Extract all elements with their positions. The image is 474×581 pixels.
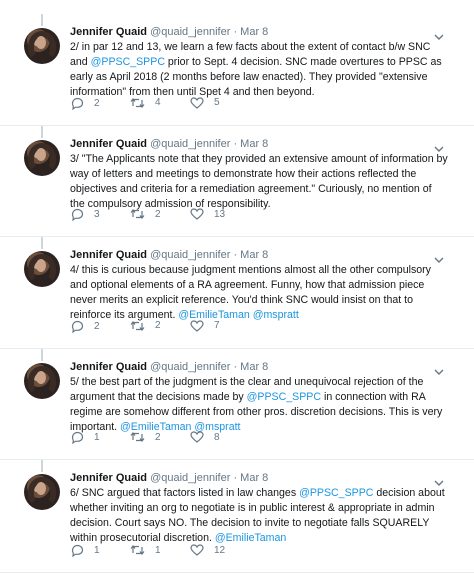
retweet-icon xyxy=(130,431,145,443)
tweet[interactable] xyxy=(0,460,474,573)
like-button[interactable] xyxy=(190,544,225,556)
tweet-header xyxy=(70,25,444,39)
separator-dot: · xyxy=(233,137,238,150)
avatar[interactable] xyxy=(24,28,60,64)
reply-count: 2 xyxy=(94,97,100,109)
tweet-text-segment: 2/ in par 12 and 13, we learn a few facts about the extent of contact b/w SNC and xyxy=(70,41,431,68)
tweet-date[interactable]: Mar 8 xyxy=(240,137,269,150)
reply-count: 3 xyxy=(94,209,100,220)
mention-link[interactable]: @mspratt xyxy=(194,420,241,433)
author-handle[interactable]: @quaid_jennifer xyxy=(150,472,231,484)
tweet-text xyxy=(70,40,448,100)
author-handle[interactable]: @quaid_jennifer xyxy=(150,137,231,150)
tweet-date[interactable]: Mar 8 xyxy=(240,472,269,484)
mention-link[interactable]: @PPSC_SPPC xyxy=(246,390,322,403)
retweet-count: 1 xyxy=(155,544,161,556)
chevron-down-icon[interactable] xyxy=(434,140,444,148)
retweet-button[interactable] xyxy=(130,320,161,332)
reply-icon xyxy=(70,544,84,557)
chevron-down-icon[interactable] xyxy=(434,28,444,36)
tweet[interactable] xyxy=(0,237,474,349)
author-name[interactable]: Jennifer Quaid xyxy=(70,26,148,38)
tweet-text-segment: prior to Sept. 4 decision. SNC made overtures to PPSC as early as April 2018 (2 months before law enacted). They provided "extensive information" from then until Spet 4 and then beyond. xyxy=(70,56,442,98)
retweet-button[interactable] xyxy=(130,431,161,443)
thread-connector-line xyxy=(41,126,43,138)
retweet-count: 4 xyxy=(155,97,161,108)
retweet-icon xyxy=(130,208,145,220)
separator-dot: · xyxy=(233,26,238,38)
tweet-text-segment: 3/ "The Applicants note that they provided an extensive amount of information by way of letters and meetings to demonstrate how their actions reflected the objectives and criteria for a remediation agreement." Curiously, no mention of the compulsory admission of responsibility. xyxy=(70,152,448,210)
like-count: 5 xyxy=(214,97,220,108)
reply-icon xyxy=(70,320,84,333)
chevron-down-icon[interactable] xyxy=(434,474,444,482)
tweet-date[interactable]: Mar 8 xyxy=(240,249,269,261)
thread-connector-line xyxy=(41,349,43,361)
thread-connector-line xyxy=(41,460,43,472)
thread-connector-line xyxy=(41,14,43,26)
reply-button[interactable] xyxy=(70,544,100,557)
retweet-icon xyxy=(130,544,145,556)
like-button[interactable] xyxy=(190,208,225,220)
author-name[interactable]: Jennifer Quaid xyxy=(70,472,148,484)
heart-icon xyxy=(190,431,204,443)
reply-count: 1 xyxy=(94,545,100,556)
heart-icon xyxy=(190,97,204,109)
tweet-thread xyxy=(0,14,474,573)
mention-link[interactable]: @EmilieTaman xyxy=(120,420,192,433)
tweet-text-segment: decision about whether inviting an org to negotiate is in public interest & appropriate in admin decision. Court says NO. The decision to invite to negotiate falls SQUARELY within prosecutorial discretion. xyxy=(70,487,445,544)
separator-dot: · xyxy=(233,472,238,484)
reply-button[interactable] xyxy=(70,208,100,221)
tweet-header xyxy=(70,137,444,151)
like-count: 7 xyxy=(214,320,220,331)
like-button[interactable] xyxy=(190,431,220,443)
separator-dot: · xyxy=(233,249,238,261)
mention-link[interactable]: @PPSC_SPPC xyxy=(299,487,374,499)
author-name[interactable]: Jennifer Quaid xyxy=(70,249,148,261)
tweet-date[interactable]: Mar 8 xyxy=(240,360,269,373)
tweet-date[interactable]: Mar 8 xyxy=(240,26,269,38)
previous-tweet-actions-partial xyxy=(0,0,474,14)
tweet[interactable] xyxy=(0,126,474,238)
tweet-text-segment: 6/ SNC argued that factors listed in law changes xyxy=(70,487,300,499)
retweet-count: 2 xyxy=(155,320,161,331)
avatar[interactable] xyxy=(24,474,60,510)
author-handle[interactable]: @quaid_jennifer xyxy=(150,360,231,373)
like-count: 12 xyxy=(214,544,226,556)
heart-icon xyxy=(190,208,204,220)
tweet-header xyxy=(70,471,444,485)
tweet-text xyxy=(70,486,448,546)
chevron-down-icon[interactable] xyxy=(434,251,444,259)
retweet-button[interactable] xyxy=(130,208,161,220)
retweet-count: 2 xyxy=(155,431,161,443)
author-handle[interactable]: @quaid_jennifer xyxy=(150,26,231,38)
tweet-header xyxy=(70,248,444,262)
tweet-text-segment: 4/ this is curious because judgment mentions almost all the other compulsory and optional elements of a RA agreement. Funny, how that admission piece never merits an explicit reference. You'd think SNC would insist on that to reinforce its argument. xyxy=(70,264,431,321)
tweet-text xyxy=(70,375,448,435)
like-count: 8 xyxy=(214,431,220,443)
retweet-button[interactable] xyxy=(130,544,161,556)
like-count: 13 xyxy=(214,208,226,220)
avatar[interactable] xyxy=(24,251,60,287)
tweet-header xyxy=(70,360,444,374)
reply-icon xyxy=(70,208,84,221)
heart-icon xyxy=(190,544,204,556)
retweet-icon xyxy=(130,320,145,332)
tweet[interactable] xyxy=(0,349,474,461)
author-name[interactable]: Jennifer Quaid xyxy=(70,360,148,373)
avatar[interactable] xyxy=(24,140,60,176)
reply-button[interactable] xyxy=(70,97,100,110)
mention-link[interactable]: @mspratt xyxy=(252,309,299,321)
reply-button[interactable] xyxy=(70,320,100,333)
author-name[interactable]: Jennifer Quaid xyxy=(70,137,148,150)
tweet-text-segment: 5/ the best part of the judgment is the clear and unequivocal rejection of the argument that the decisions made by xyxy=(70,375,424,403)
reply-button[interactable] xyxy=(70,431,100,444)
tweet-text xyxy=(70,263,448,323)
chevron-down-icon[interactable] xyxy=(434,363,444,371)
tweet[interactable] xyxy=(0,14,474,126)
mention-link[interactable]: @EmilieTaman xyxy=(214,532,287,544)
like-button[interactable] xyxy=(190,97,220,109)
heart-icon xyxy=(190,320,204,332)
like-button[interactable] xyxy=(190,320,220,332)
reply-count: 2 xyxy=(94,320,100,332)
retweet-icon xyxy=(130,97,145,109)
retweet-button[interactable] xyxy=(130,97,161,109)
retweet-count: 2 xyxy=(155,208,161,220)
mention-link[interactable]: @EmilieTaman xyxy=(178,309,250,321)
author-handle[interactable]: @quaid_jennifer xyxy=(150,249,231,261)
reply-icon xyxy=(70,431,84,444)
separator-dot: · xyxy=(233,360,238,373)
tweet-text xyxy=(70,152,448,212)
reply-count: 1 xyxy=(94,432,100,443)
avatar[interactable] xyxy=(24,363,60,399)
tweet-text-segment: in connection with RA regime are somehow different from other pros. discretion decisions. This is very important. xyxy=(70,390,443,433)
thread-connector-line xyxy=(41,237,43,249)
reply-icon xyxy=(70,97,84,110)
mention-link[interactable]: @PPSC_SPPC xyxy=(90,56,165,68)
